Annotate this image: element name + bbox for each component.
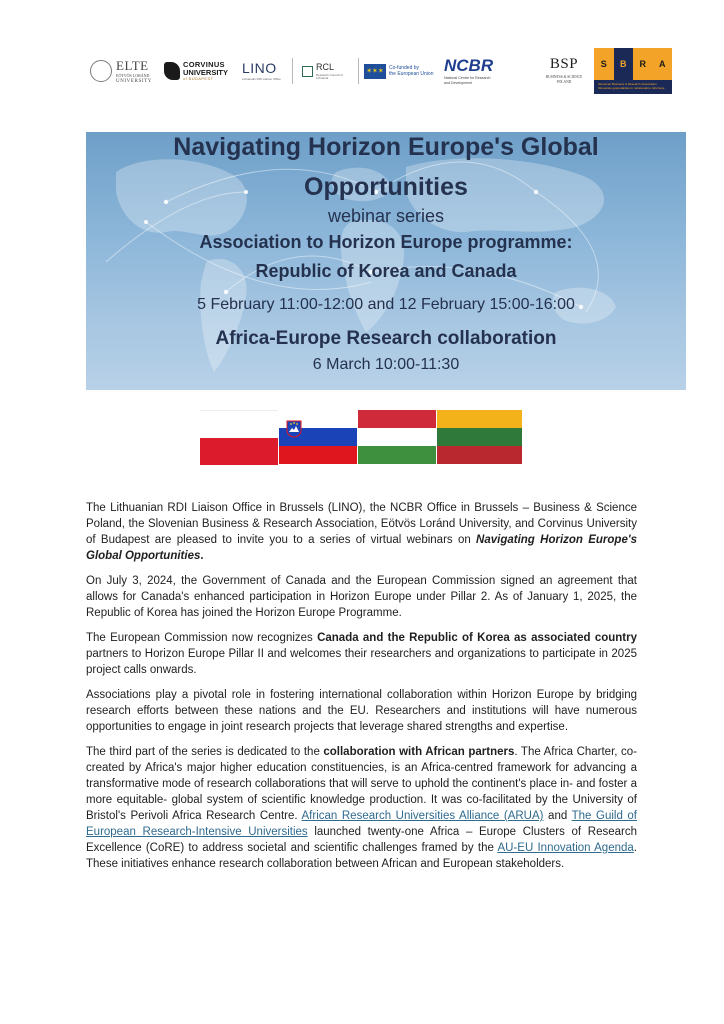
- banner-title-line2: Opportunities: [304, 173, 468, 201]
- paragraph-associations: Associations play a pivotal role in fostering international collaboration within Horizon Europe by bridging research efforts between these nations and the EU. Researchers and institutions will have numerous opportunities to engage in joint research projects that leverage shared strengths and expertise.: [86, 689, 637, 733]
- ncbr-line2: and Development: [444, 80, 473, 85]
- hungary-flag-stripe: [358, 428, 436, 446]
- sbra-letter: B: [614, 48, 634, 80]
- intro-series-name: Navigating Horizon Europe's Global Opportunities: [86, 534, 637, 562]
- slovenia-coat-of-arms-icon: [286, 420, 302, 438]
- elte-line2: UNIVERSITY: [116, 78, 152, 84]
- recognition-bold: Canada and the Republic of Korea as associated country: [317, 632, 637, 644]
- intro-period: .: [200, 550, 204, 562]
- rcl-square-icon: [302, 66, 313, 77]
- eu-flag-icon: ✶✶✶: [364, 64, 386, 79]
- logo-divider: [358, 58, 359, 84]
- poland-flag-stripe: [200, 410, 278, 438]
- recognition-start: The European Commission now recognizes: [86, 632, 318, 644]
- corvinus-line3: of BUDAPEST: [183, 75, 214, 81]
- eu-line2: the European Union: [389, 71, 434, 77]
- poland-flag: [200, 410, 278, 464]
- eu-logo: [364, 48, 438, 94]
- paragraph-agreement: On July 3, 2024, the Government of Canada and the European Commission signed an agreement that allows for Canada's enhanced participation in Horizon Europe under Pillar 2. As of January 1, 2025, the Republic of Korea has joined the Horizon Europe Programme.: [86, 575, 637, 619]
- sbra-line2: Slovensko gospodarsko in raziskovalno združenje: [598, 86, 665, 90]
- sbra-logo: [594, 48, 672, 94]
- ncbr-logo: [444, 48, 536, 94]
- elte-seal-icon: [90, 60, 112, 82]
- africa-end: . These initiatives enhance research collaboration between African and European stakeholders.: [86, 842, 637, 870]
- rcl-logo: [302, 48, 356, 94]
- africa-mid: . The Africa Charter, co-created by Africa's major higher education constituencies, is an Africa-centred framework for advancing a transformative mode of research collaborations that will serve to uphold the continent's place in- and foster a more equitable- global system of scientific knowledge production. It was co-facilitated by the University of Bristol's Perivoli Africa Research Centre.: [86, 746, 637, 822]
- corvinus-line2: UNIVERSITY: [183, 67, 229, 77]
- hungary-flag: [358, 410, 436, 464]
- arua-link[interactable]: African Research Universities Alliance (ARUA): [301, 810, 544, 822]
- rcl-name: RCL: [316, 61, 335, 72]
- sbra-letter: S: [594, 48, 614, 80]
- corvinus-logo: [164, 48, 236, 94]
- banner-dates-africa: 6 March 10:00-11:30: [312, 356, 460, 373]
- elte-logo: [90, 48, 160, 94]
- lino-name: LINO: [242, 60, 277, 76]
- banner-dates-korea-canada: 5 February 11:00-12:00 and 12 February 15:00-16:00: [197, 296, 575, 313]
- slovenia-flag: [279, 410, 357, 464]
- banner-assoc-line2: Republic of Korea and Canada: [255, 261, 517, 281]
- lithuania-flag-stripe: [437, 428, 522, 446]
- bsp-line1: BUSINESS & SCIENCE: [545, 75, 583, 80]
- africa-start: The third part of the series is dedicated to the: [86, 746, 324, 758]
- lithuania-flag: [437, 410, 522, 464]
- slovenia-flag-stripe: [279, 446, 357, 464]
- guild-link[interactable]: The Guild of European Research-Intensive Universities: [86, 810, 638, 838]
- sbra-line1: Slovenian Business & Research Association: [598, 82, 657, 87]
- ncbr-line1: National Centre for Research: [444, 76, 491, 81]
- africa-bold: collaboration with African partners: [323, 746, 515, 758]
- sbra-letter: R: [633, 48, 653, 80]
- rcl-sub: Research Council of Lithuania: [316, 72, 344, 80]
- paragraph-intro: [86, 500, 637, 564]
- intro-text: The Lithuanian RDI Liaison Office in Brussels (LINO), the NCBR Office in Brussels – Business & Science Poland, the Slovenian Business & Research Association, Eötvös Loránd University, and Corvinus University of Budapest are pleased to invite you to a series of virtual webinars on: [86, 502, 637, 546]
- banner-africa-title: Africa-Europe Research collaboration: [215, 328, 557, 349]
- banner-title-line1: Navigating Horizon Europe's Global: [173, 133, 599, 161]
- banner-series: webinar series: [327, 206, 445, 226]
- partner-logos: [86, 48, 672, 94]
- corvinus-raven-icon: [164, 62, 180, 80]
- paragraph-recognition: [86, 630, 637, 678]
- poland-flag-stripe: [200, 438, 278, 465]
- lithuania-flag-stripe: [437, 410, 522, 428]
- paragraph-africa: [86, 744, 637, 872]
- recognition-end: partners to Horizon Europe Pillar II and welcomes their researchers and organizations to participate in 2025 project calls onwards.: [86, 648, 637, 676]
- lithuania-flag-stripe: [437, 446, 522, 464]
- hungary-flag-stripe: [358, 446, 436, 464]
- sbra-letter: A: [653, 48, 673, 80]
- lino-logo: [242, 48, 284, 94]
- au-eu-agenda-link[interactable]: AU-EU Innovation Agenda: [497, 842, 634, 854]
- logo-divider: [292, 58, 293, 84]
- elte-name: ELTE: [116, 57, 149, 73]
- lino-sub: Lithuanian RDI Liaison Office: [242, 77, 281, 81]
- bsp-name: BSP: [549, 56, 579, 73]
- bsp-logo: [538, 48, 590, 94]
- eu-line1: Co-funded by: [389, 65, 420, 71]
- banner-assoc-line1: Association to Horizon Europe programme:: [199, 232, 573, 252]
- africa-cont: launched twenty-one Africa – Europe Clusters of Research Excellence (CoRE) to address societal and scientific challenges framed by the: [86, 826, 637, 854]
- elte-line1: EÖTVÖS LORÁND: [116, 72, 150, 78]
- webinar-banner: [86, 132, 686, 390]
- invitation-text: [86, 500, 637, 881]
- corvinus-line1: CORVINUS: [183, 60, 225, 70]
- africa-and: and: [543, 810, 572, 822]
- bsp-line2: POLAND: [556, 80, 572, 84]
- ncbr-name: NCBR: [444, 56, 494, 76]
- hungary-flag-stripe: [358, 410, 436, 428]
